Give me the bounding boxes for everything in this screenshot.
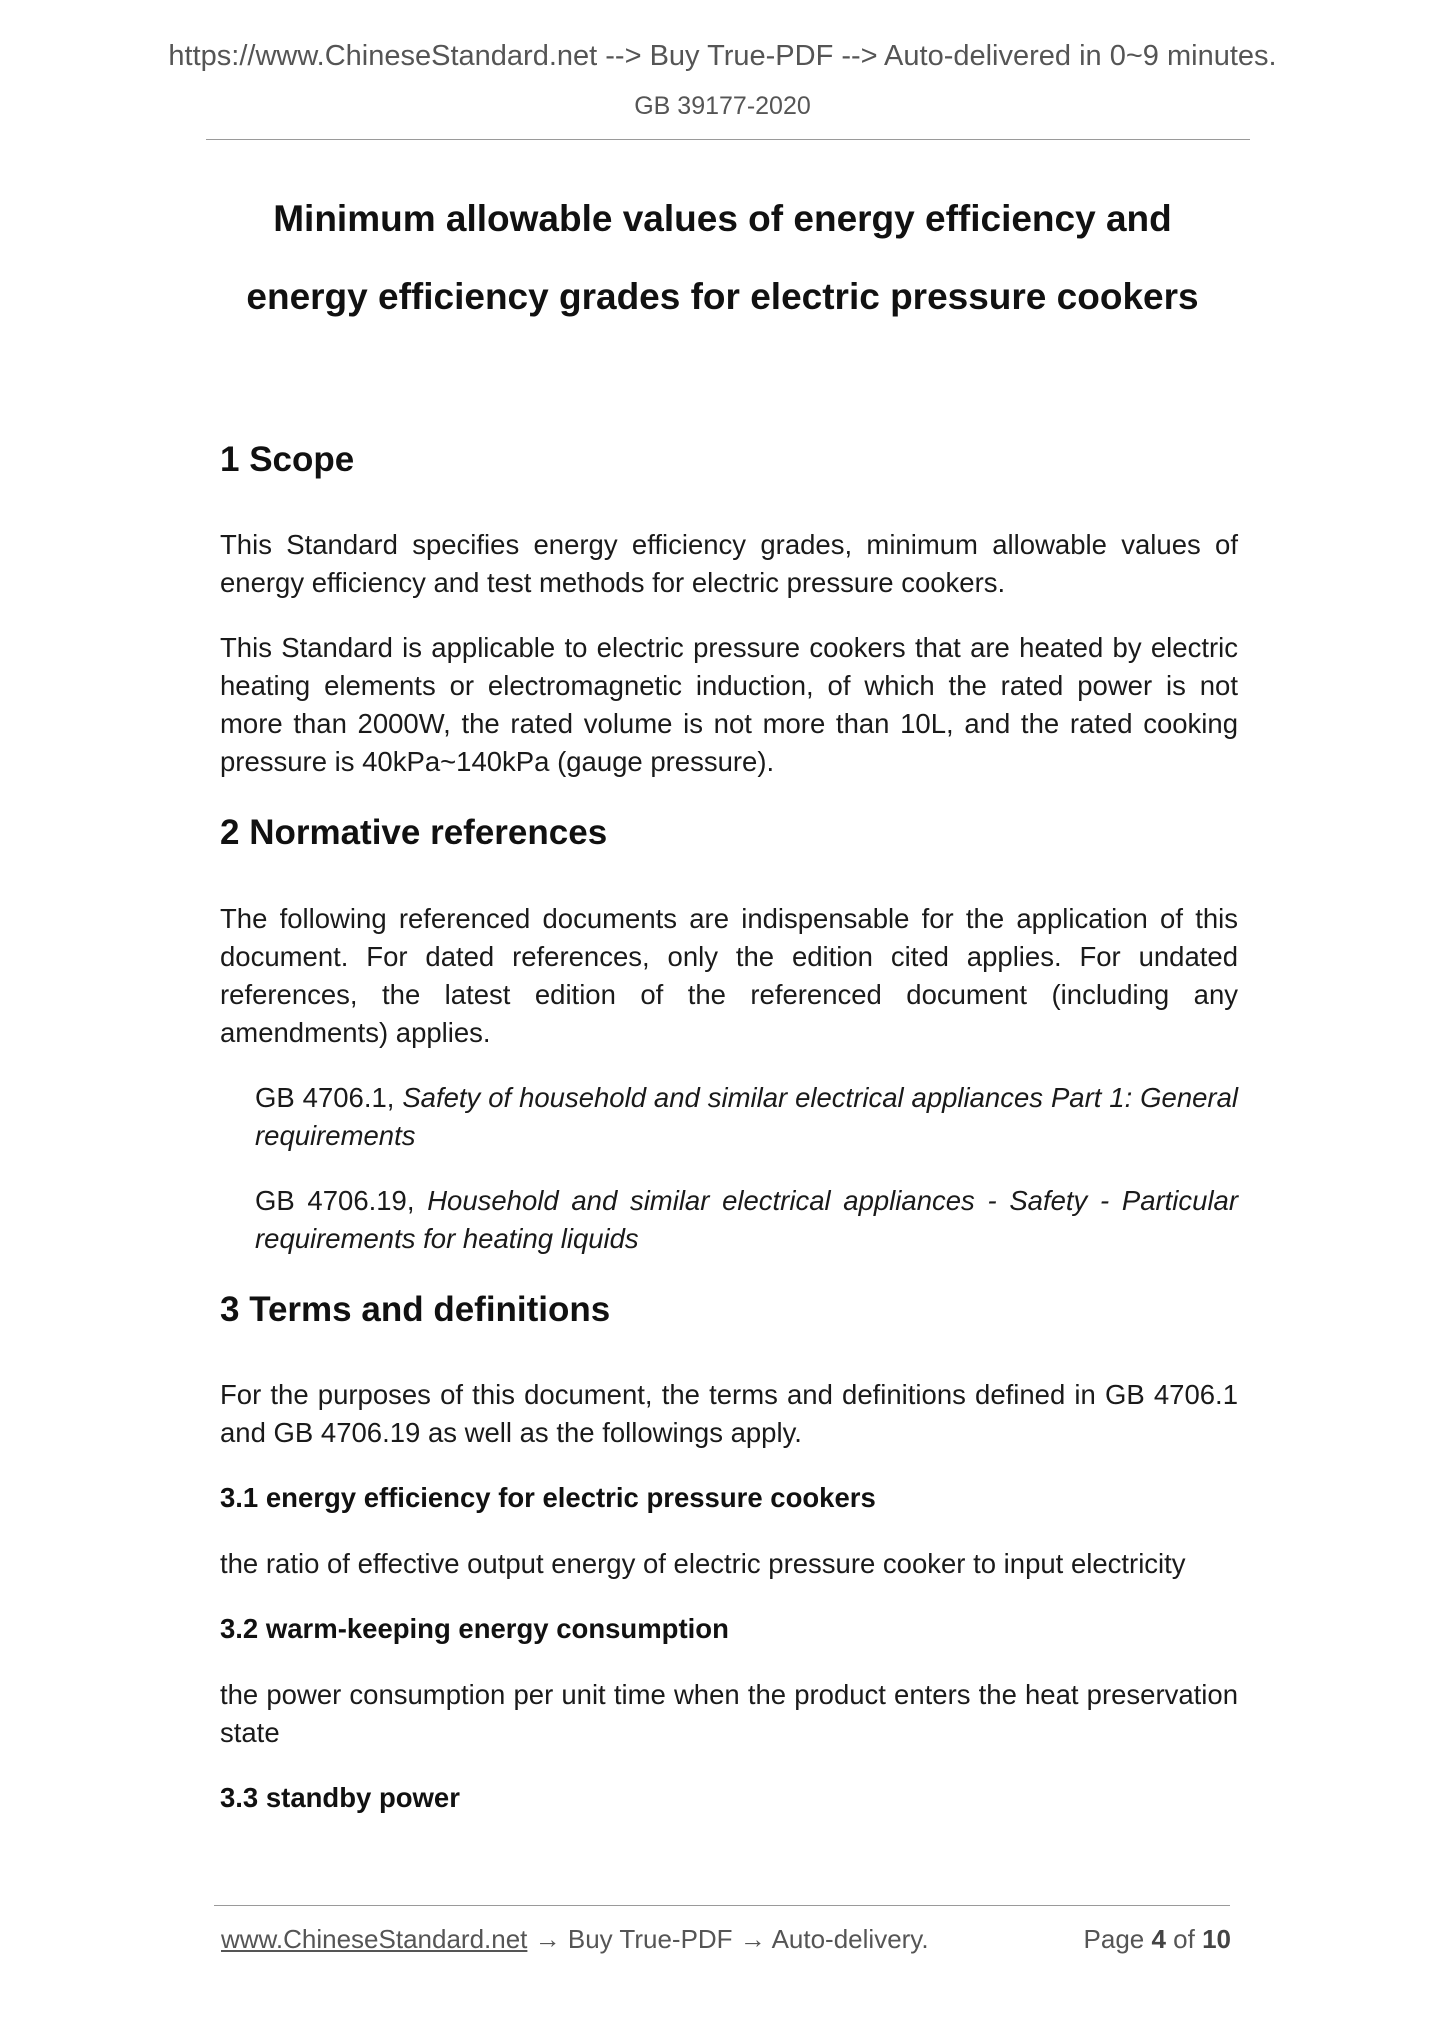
term-3-2-heading: 3.2 warm-keeping energy consumption [220, 1612, 729, 1644]
title-line-2: energy efficiency grades for electric pressure cookers [246, 276, 1199, 317]
section-1-heading: 1 Scope [220, 440, 355, 479]
terms-intro-paragraph: For the purposes of this document, the terms and definitions defined in GB 4706.1 and GB 4706.19 as well as the followings apply. [220, 1378, 1238, 1448]
standard-code: GB 39177-2020 [634, 92, 811, 120]
reference-code: GB 4706.19, [255, 1184, 428, 1216]
footer-promo [221, 1924, 929, 1955]
term-3-2-definition: the power consumption per unit time when the product enters the heat preservation state [220, 1678, 1238, 1748]
section-3-heading: 3 Terms and definitions [220, 1289, 611, 1329]
footer-divider [214, 1905, 1230, 1906]
scope-paragraph-1: This Standard specifies energy efficiency grades, minimum allowable values of energy efficiency and test methods for electric pressure cookers. [220, 529, 1238, 599]
reference-item [220, 1079, 1238, 1155]
page-indicator [1084, 1924, 1231, 1955]
term-3-1-definition: the ratio of effective output energy of electric pressure cooker to input electricity [220, 1547, 1186, 1579]
header-url-line: https://www.ChineseStandard.net --> Buy True-PDF --> Auto-delivered in 0~9 minutes. [168, 40, 1277, 72]
page-label: Page [1083, 1924, 1152, 1954]
references-paragraph: The following referenced documents are indispensable for the application of this document. For dated references, only the edition cited applies. For undated references, the latest edition of the referenced document (including any amendments) applies. [220, 902, 1238, 1048]
footer-site-link[interactable]: www.ChineseStandard.net [221, 1924, 528, 1954]
page-total: 10 [1202, 1924, 1231, 1954]
reference-title: Safety of household and similar electrical appliances Part 1: General requirements [255, 1081, 1238, 1151]
page-of-label: of [1165, 1924, 1203, 1954]
reference-title: Household and similar electrical appliances - Safety - Particular requirements for heating liquids [255, 1184, 1238, 1254]
page-current: 4 [1151, 1924, 1166, 1954]
scope-paragraph-2: This Standard is applicable to electric pressure cookers that are heated by electric heating elements or electromagnetic induction, of which the rated power is not more than 2000W, the rated volume is not more than 10L, and the rated cooking pressure is 40kPa~140kPa (gauge pressure). [220, 632, 1238, 778]
reference-code: GB 4706.1, [255, 1081, 403, 1113]
term-3-1-heading: 3.1 energy efficiency for electric pressure cookers [220, 1481, 876, 1513]
header-divider [206, 139, 1250, 140]
section-2-heading: 2 Normative references [220, 813, 608, 853]
reference-item [220, 1182, 1238, 1258]
document-body [220, 440, 1238, 1845]
document-title [180, 180, 1265, 336]
footer-promo-text: → Buy True-PDF → Auto-delivery. [527, 1924, 929, 1954]
term-3-3-heading: 3.3 standby power [220, 1781, 460, 1813]
title-line-1: Minimum allowable values of energy efficiency and [273, 198, 1172, 239]
